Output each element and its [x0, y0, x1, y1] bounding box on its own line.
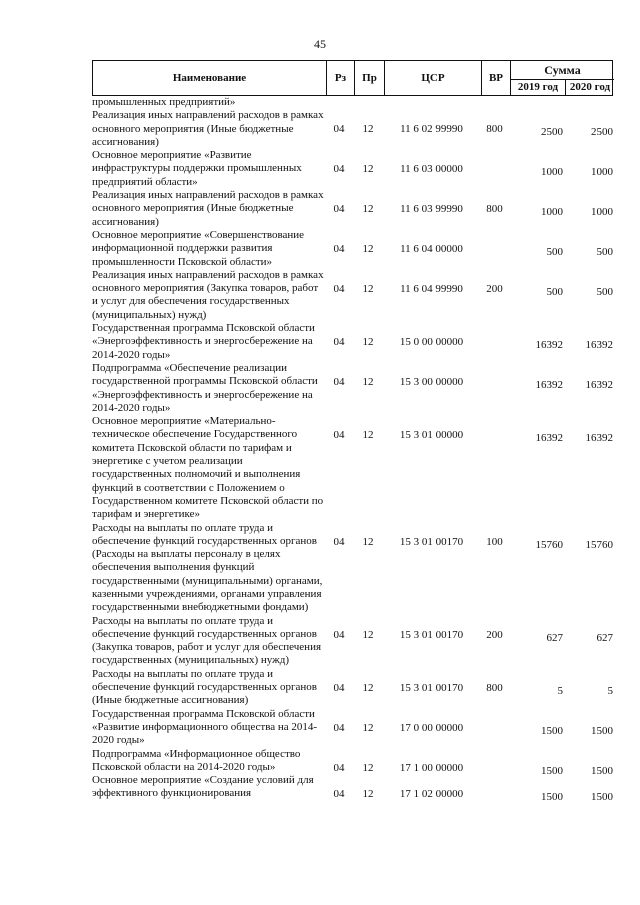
header-name: Наименование — [172, 72, 247, 84]
row-rz: 04 — [333, 681, 345, 694]
row-name: Реализация иных направлений расходов в рамках основного мероприятия (Закупка товаров, работ и услуг для обеспечения государственных (муниципальных) нужд) — [92, 268, 324, 321]
row-rz: 04 — [333, 203, 345, 216]
budget-table — [92, 60, 613, 804]
header-pr: Пр — [354, 61, 384, 95]
row-sum-2020: 1000 — [591, 166, 613, 179]
row-rz: 04 — [333, 788, 345, 801]
row-csr: 15 3 01 00170 — [399, 628, 464, 641]
row-rz: 04 — [333, 163, 345, 176]
row-pr: 12 — [362, 721, 374, 734]
row-sum-2019: 16392 — [535, 339, 563, 352]
row-pr: 12 — [362, 429, 374, 442]
row-name: Реализация иных направлений расходов в рамках основного мероприятия (Иные бюджетные ассигнования) — [92, 109, 324, 148]
row-rz: 04 — [333, 336, 345, 349]
row-csr: 15 3 01 00000 — [399, 429, 464, 442]
header-year-2020: 2020 год — [569, 81, 611, 93]
row-csr: 11 6 04 99990 — [400, 282, 463, 295]
row-csr: 11 6 04 00000 — [400, 242, 463, 255]
row-rz: 04 — [333, 761, 345, 774]
row-name: Подпрограмма «Информационное общество Псковской области на 2014-2020 годы» — [92, 747, 301, 773]
row-vr: 200 — [486, 282, 503, 295]
row-name: Подпрограмма «Обеспечение реализации государственной программы Псковской области «Энергоэффективность и энергосбережение на 2014-2020 годы» — [92, 361, 318, 414]
table-row — [92, 229, 613, 269]
row-sum-2019: 1500 — [541, 791, 563, 804]
table-row — [92, 322, 613, 362]
row-csr: 11 6 03 99990 — [400, 203, 463, 216]
row-pr: 12 — [362, 681, 374, 694]
table-header — [92, 60, 613, 96]
row-name: Государственная программа Псковской области «Развитие информационного общества на 2014-2020 годы» — [92, 707, 318, 747]
row-pr: 12 — [362, 242, 374, 255]
row-sum-2020: 500 — [596, 285, 613, 298]
row-csr: 17 1 00 00000 — [399, 761, 464, 774]
row-sum-2019: 1500 — [541, 724, 563, 737]
table-row — [92, 189, 613, 229]
row-csr: 17 0 00 00000 — [399, 721, 464, 734]
row-sum-2019: 1000 — [541, 166, 563, 179]
row-sum-2020: 5 — [607, 684, 613, 697]
header-csr: ЦСР — [384, 61, 481, 95]
row-sum-2020: 16392 — [585, 339, 613, 352]
table-row — [92, 415, 613, 521]
row-vr: 800 — [486, 203, 503, 216]
row-rz: 04 — [333, 242, 345, 255]
row-name: Расходы на выплаты по оплате труда и обеспечение функций государственных органов (Иные бюджетные ассигнования) — [92, 667, 317, 707]
row-sum-2020: 2500 — [591, 126, 613, 139]
row-name: Расходы на выплаты по оплате труда и обеспечение функций государственных органов (Расходы на выплаты персоналу в целях обеспечения выполнения функций государственными (муниципальными) органами, казенными учреждениями, органами управления государственными внебюджетными фондами) — [92, 521, 323, 614]
row-pr: 12 — [362, 761, 374, 774]
row-sum-2019: 1500 — [541, 764, 563, 777]
row-pr: 12 — [362, 535, 374, 548]
row-pr: 12 — [362, 282, 374, 295]
row-vr: 800 — [486, 681, 503, 694]
table-row — [92, 149, 613, 189]
row-name: промышленных предприятий» — [92, 96, 236, 108]
table-body — [92, 96, 613, 804]
row-csr: 15 3 01 00170 — [399, 681, 464, 694]
row-csr: 11 6 02 99990 — [400, 123, 463, 136]
row-sum-2019: 15760 — [535, 538, 563, 551]
header-vr: ВР — [481, 61, 510, 95]
row-name: Основное мероприятие «Совершенствование информационной поддержки развития промышленности Псковской области» — [92, 228, 305, 268]
row-name: Реализация иных направлений расходов в рамках основного мероприятия (Иные бюджетные ассигнования) — [92, 189, 324, 228]
row-csr: 15 3 00 00000 — [399, 375, 464, 388]
row-rz: 04 — [333, 282, 345, 295]
row-sum-2019: 2500 — [541, 126, 563, 139]
row-pr: 12 — [362, 788, 374, 801]
row-sum-2019: 627 — [546, 631, 563, 644]
row-rz: 04 — [333, 429, 345, 442]
row-pr: 12 — [362, 336, 374, 349]
row-rz: 04 — [333, 123, 345, 136]
row-pr: 12 — [362, 123, 374, 136]
row-pr: 12 — [362, 163, 374, 176]
table-row — [92, 96, 613, 109]
row-sum-2020: 16392 — [585, 432, 613, 445]
row-name: Основное мероприятие «Развитие инфраструктуры поддержки промышленных предприятий области» — [92, 149, 302, 188]
row-sum-2020: 1000 — [591, 206, 613, 219]
row-sum-2019: 500 — [546, 285, 563, 298]
row-vr: 800 — [486, 123, 503, 136]
table-row — [92, 708, 613, 748]
row-sum-2019: 500 — [546, 245, 563, 258]
row-sum-2019: 1000 — [541, 206, 563, 219]
row-vr: 200 — [486, 628, 503, 641]
page-number: 45 — [314, 37, 326, 51]
row-csr: 15 0 00 00000 — [399, 336, 464, 349]
row-sum-2020: 1500 — [591, 791, 613, 804]
row-sum-2020: 1500 — [591, 724, 613, 737]
row-sum-2020: 15760 — [585, 538, 613, 551]
row-vr: 100 — [486, 535, 503, 548]
table-row — [92, 774, 613, 804]
row-pr: 12 — [362, 203, 374, 216]
table-row — [92, 668, 613, 708]
row-sum-2019: 5 — [557, 684, 563, 697]
header-rz: Рз — [326, 61, 354, 95]
row-pr: 12 — [362, 628, 374, 641]
table-row — [92, 362, 613, 415]
row-csr: 17 1 02 00000 — [399, 788, 464, 801]
row-sum-2019: 16392 — [535, 378, 563, 391]
row-rz: 04 — [333, 721, 345, 734]
row-sum-2020: 627 — [596, 631, 613, 644]
row-name: Основное мероприятие «Материально-техническое обеспечение Государственного комитета Псковской области по тарифам и энергетике с учетом реализации государственных полномочий и выполнения функций в соответствии с Положением о Государственном комитете Псковской области по тарифам и энергетике» — [92, 415, 324, 521]
row-sum-2020: 500 — [596, 245, 613, 258]
row-csr: 11 6 03 00000 — [400, 163, 463, 176]
table-row — [92, 269, 613, 322]
row-name: Основное мероприятие «Создание условий для эффективного функционирования — [92, 774, 314, 800]
row-name: Государственная программа Псковской области «Энергоэффективность и энергосбережение на 2014-2020 годы» — [92, 322, 315, 361]
row-sum-2020: 16392 — [585, 378, 613, 391]
row-rz: 04 — [333, 535, 345, 548]
header-sum — [510, 61, 614, 95]
table-row — [92, 615, 613, 668]
row-rz: 04 — [333, 375, 345, 388]
header-sum-title: Сумма — [511, 61, 614, 80]
row-rz: 04 — [333, 628, 345, 641]
table-row — [92, 748, 613, 775]
row-csr: 15 3 01 00170 — [399, 535, 464, 548]
header-year-2019: 2019 год — [511, 80, 566, 95]
row-sum-2020: 1500 — [591, 764, 613, 777]
table-row — [92, 109, 613, 149]
row-name: Расходы на выплаты по оплате труда и обеспечение функций государственных органов (Закупка товаров, работ и услуг для обеспечения государственных (муниципальных) нужд) — [92, 614, 322, 667]
row-sum-2019: 16392 — [535, 432, 563, 445]
row-pr: 12 — [362, 375, 374, 388]
table-row — [92, 522, 613, 615]
